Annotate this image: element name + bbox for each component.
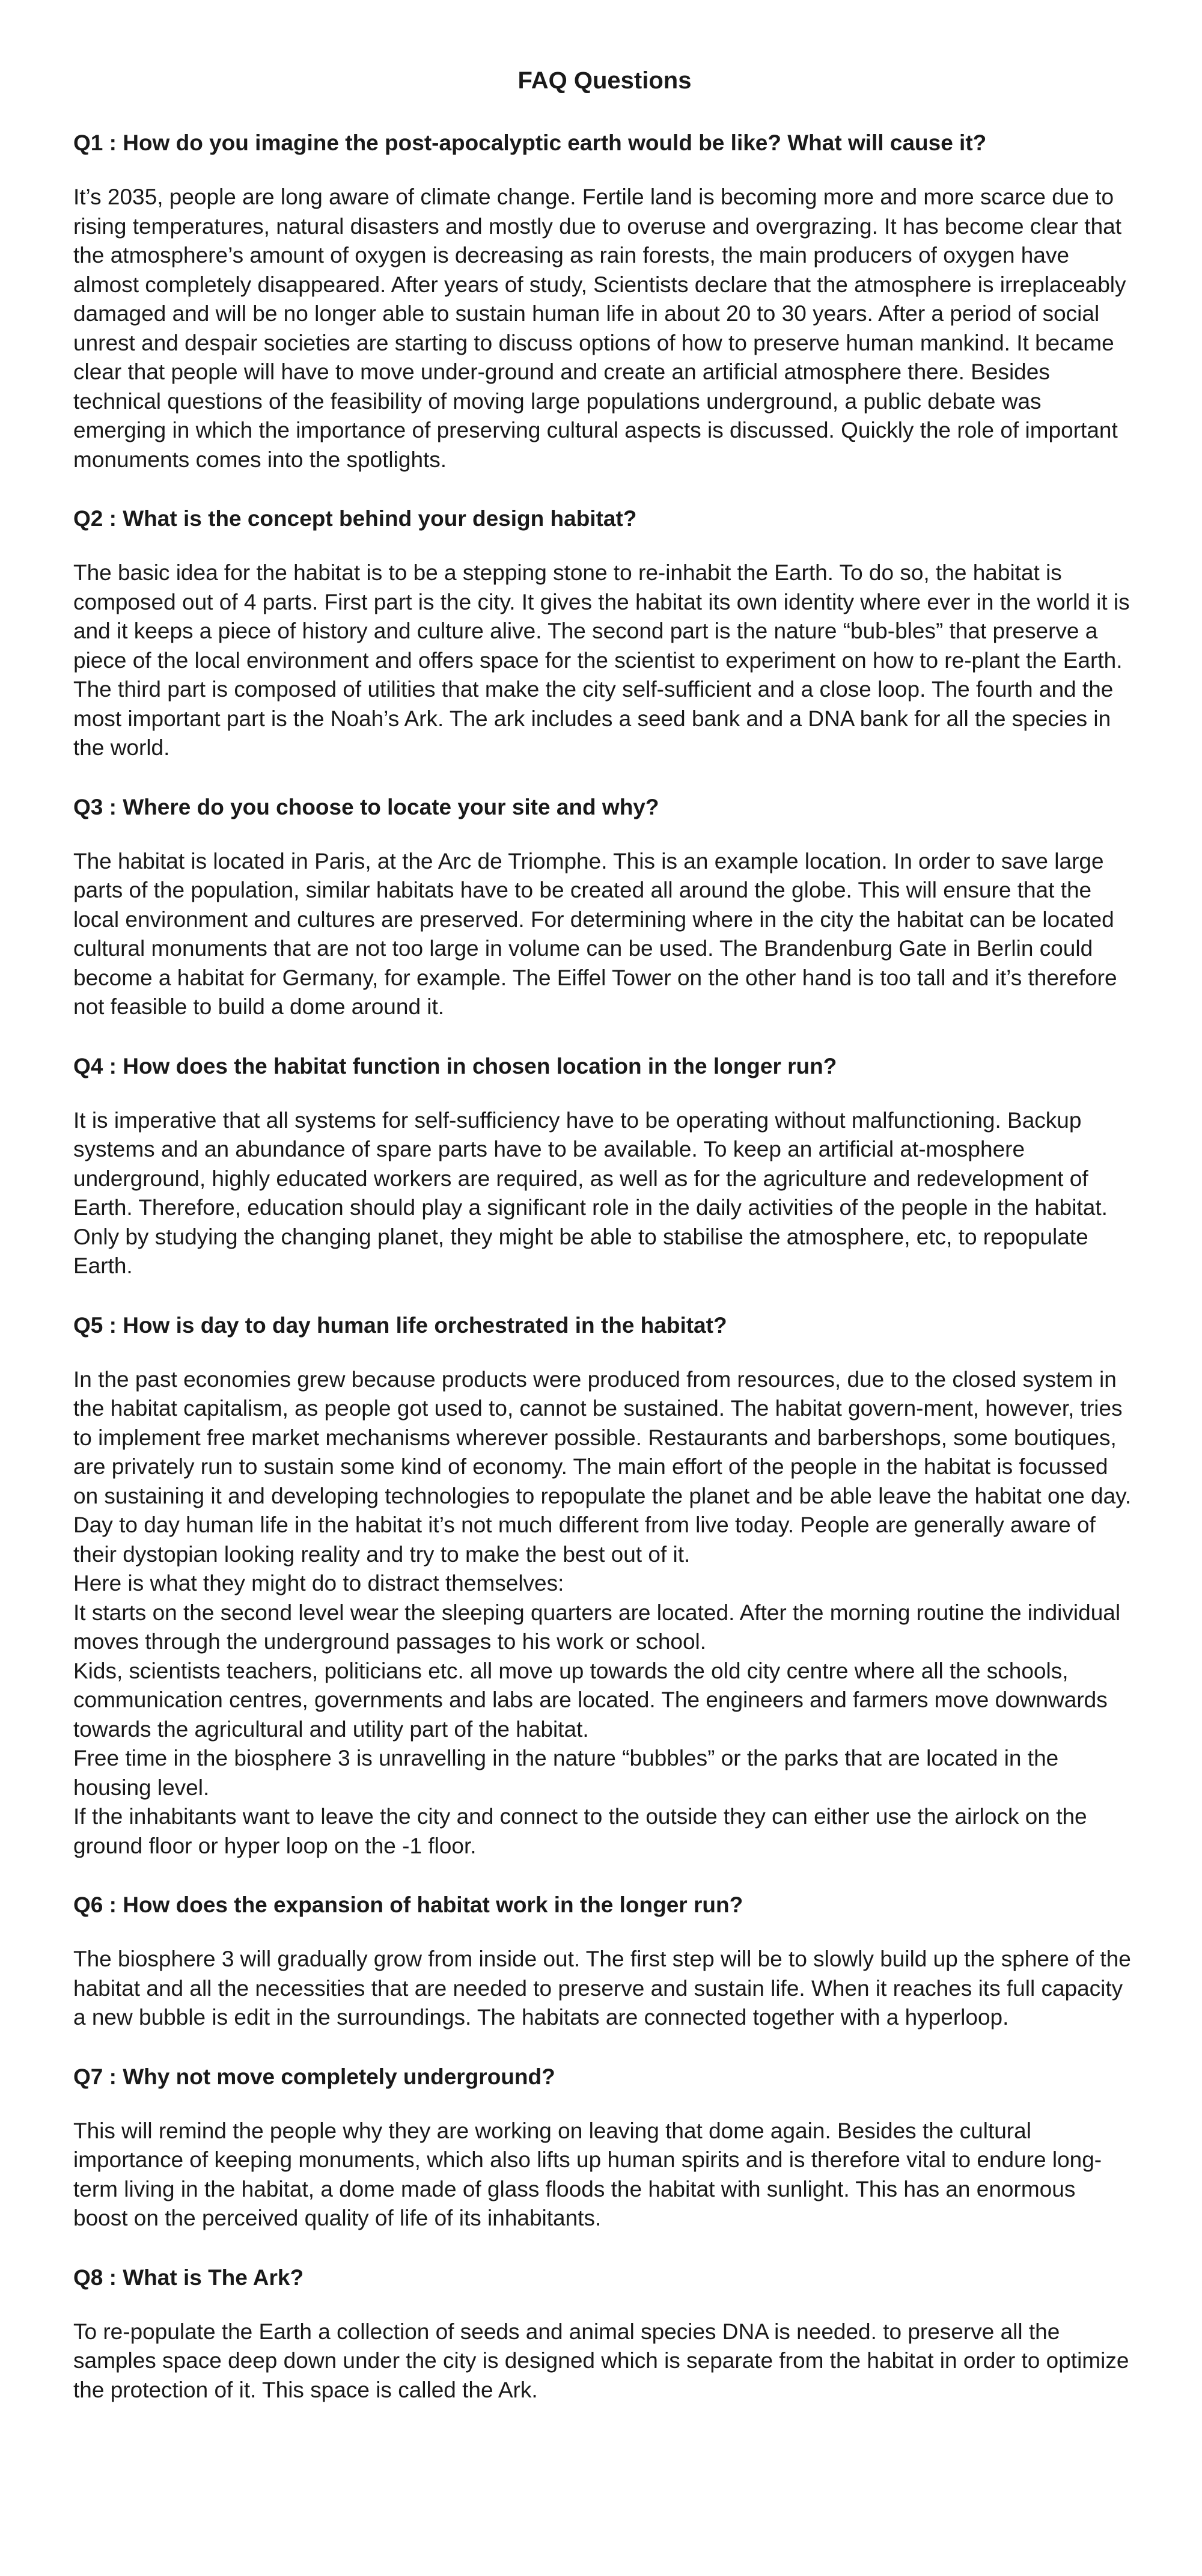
question-q6: Q6 : How does the expansion of habitat work in the longer run? [73,1892,743,1917]
faq-item-q2 [73,504,1136,763]
answer-q7 [73,2117,1136,2233]
answer-q5 [73,1365,1136,1861]
question-q2: Q2 : What is the concept behind your design habitat? [73,506,637,531]
answer-q3-paragraph: The habitat is located in Paris, at the Arc de Triomphe. This is an example location. In order to save large parts of the population, similar habitats have to be created all around the globe. This will ensure that the local environment and cultures are preserved. For determining where in the city the habitat can be located cultural monuments that are not too large in volume can be used. The Brandenburg Gate in Berlin could become a habitat for Germany, for example. The Eiffel Tower on the other hand is too tall and it’s therefore not feasible to build a dome around it. [73,848,1117,1019]
question-q7: Q7 : Why not move completely underground? [73,2064,555,2089]
answer-q5-paragraph-3: It starts on the second level wear the sleeping quarters are located. After the morning routine the individual moves through the underground passages to his work or school. [73,1600,1121,1654]
faq-item-q1 [73,129,1136,474]
question-q5: Q5 : How is day to day human life orchestrated in the habitat? [73,1312,727,1338]
page-title: FAQ Questions [517,67,692,94]
answer-q1 [73,183,1136,474]
answer-q7-paragraph: This will remind the people why they are working on leaving that dome again. Besides the cultural importance of keeping monuments, which also lifts up human spirits and is therefore vital to endure long-term living in the habitat, a dome made of glass floods the habitat with sunlight. This has an enormous boost on the perceived quality of life of its inhabitants. [73,2118,1102,2230]
faq-item-q5 [73,1311,1136,1861]
answer-q2 [73,558,1136,763]
faq-item-q7 [73,2063,1136,2233]
answer-q2-paragraph: The basic idea for the habitat is to be a stepping stone to re-inhabit the Earth. To do so, the habitat is composed out of 4 parts. First part is the city. It gives the habitat its own identity where ever in the world it is and it keeps a piece of history and culture alive. The second part is the nature “bub-bles” that preserve a piece of the local environment and offers space for the scientist to experiment on how to re-plant the Earth. The third part is composed of utilities that make the city self-sufficient and a close loop. The fourth and the most important part is the Noah’s Ark. The ark includes a seed bank and a DNA bank for all the species in the world. [73,560,1130,760]
answer-q3 [73,847,1136,1022]
faq-item-q8 [73,2263,1136,2405]
answer-q6 [73,1945,1136,2033]
answer-q4-paragraph: It is imperative that all systems for self-sufficiency have to be operating without malfunctioning. Backup systems and an abundance of spare parts have to be available. To keep an artificial at-mosphere underground, highly educated workers are required, as well as for the agriculture and redevelopment of Earth. Therefore, education should play a significant role in the daily activities of the people in the habitat. Only by studying the changing planet, they might be able to stabilise the atmosphere, etc, to repopulate Earth. [73,1107,1108,1278]
answer-q1-paragraph: It’s 2035, people are long aware of climate change. Fertile land is becoming more and more scarce due to rising temperatures, natural disasters and mostly due to overuse and overgrazing. It has become clear that the atmosphere’s amount of oxygen is decreasing as rain forests, the main producers of oxygen have almost completely disappeared. After years of study, Scientists declare that the atmosphere is irreplaceably damaged and will be no longer able to sustain human life in about 20 to 30 years. After a period of social unrest and despair societies are starting to discuss options of how to preserve human mankind. It became clear that people will have to move under-ground and create an artificial atmosphere there. Besides technical questions of the feasibility of moving large populations underground, a public debate was emerging in which the importance of preserving cultural aspects is discussed. Quickly the role of important monuments comes into the spotlights. [73,185,1126,472]
answer-q4 [73,1106,1136,1281]
answer-q6-paragraph: The biosphere 3 will gradually grow from inside out. The first step will be to slowly build up the sphere of the habitat and all the necessities that are needed to preserve and sustain life. When it reaches its full capacity a new bubble is edit in the surroundings. The habitats are connected together with a hyperloop. [73,1947,1131,2030]
question-q8: Q8 : What is The Ark? [73,2265,304,2290]
answer-q5-paragraph-2: Here is what they might do to distract themselves: [73,1571,564,1595]
answer-q8 [73,2317,1136,2405]
answer-q5-paragraph-5: Free time in the biosphere 3 is unravelling in the nature “bubbles” or the parks that are located in the housing level. [73,1746,1059,1800]
faq-item-q4 [73,1052,1136,1281]
answer-q5-paragraph-6: If the inhabitants want to leave the city and connect to the outside they can either use the airlock on the ground floor or hyper loop on the -1 floor. [73,1804,1087,1858]
answer-q8-paragraph: To re-populate the Earth a collection of seeds and animal species DNA is needed. to preserve all the samples space deep down under the city is designed which is separate from the habitat in order to optimize the protection of it. This space is called the Ark. [73,2319,1129,2402]
faq-item-q6 [73,1891,1136,2033]
answer-q5-paragraph-4: Kids, scientists teachers, politicians etc. all move up towards the old city centre where all the schools, communication centres, governments and labs are located. The engineers and farmers move downwards towards the agricultural and utility part of the habitat. [73,1658,1108,1742]
faq-item-q3 [73,793,1136,1022]
question-q3: Q3 : Where do you choose to locate your site and why? [73,794,659,819]
answer-q5-paragraph-1: In the past economies grew because products were produced from resources, due to the closed system in the habitat capitalism, as people got used to, cannot be sustained. The habitat govern-ment, however, tries to implement free market mechanisms wherever possible. Restaurants and barbershops, some boutiques, are privately run to sustain some kind of economy. The main effort of the people in the habitat is focussed on sustaining it and developing technologies to repopulate the planet and be able leave the habitat one day. Day to day human life in the habitat it’s not much different from live today. People are generally aware of their dystopian looking reality and try to make the best out of it. [73,1366,1132,1567]
question-q4: Q4 : How does the habitat function in chosen location in the longer run? [73,1053,837,1078]
question-q1: Q1 : How do you imagine the post-apocalyptic earth would be like? What will cause it? [73,130,987,155]
